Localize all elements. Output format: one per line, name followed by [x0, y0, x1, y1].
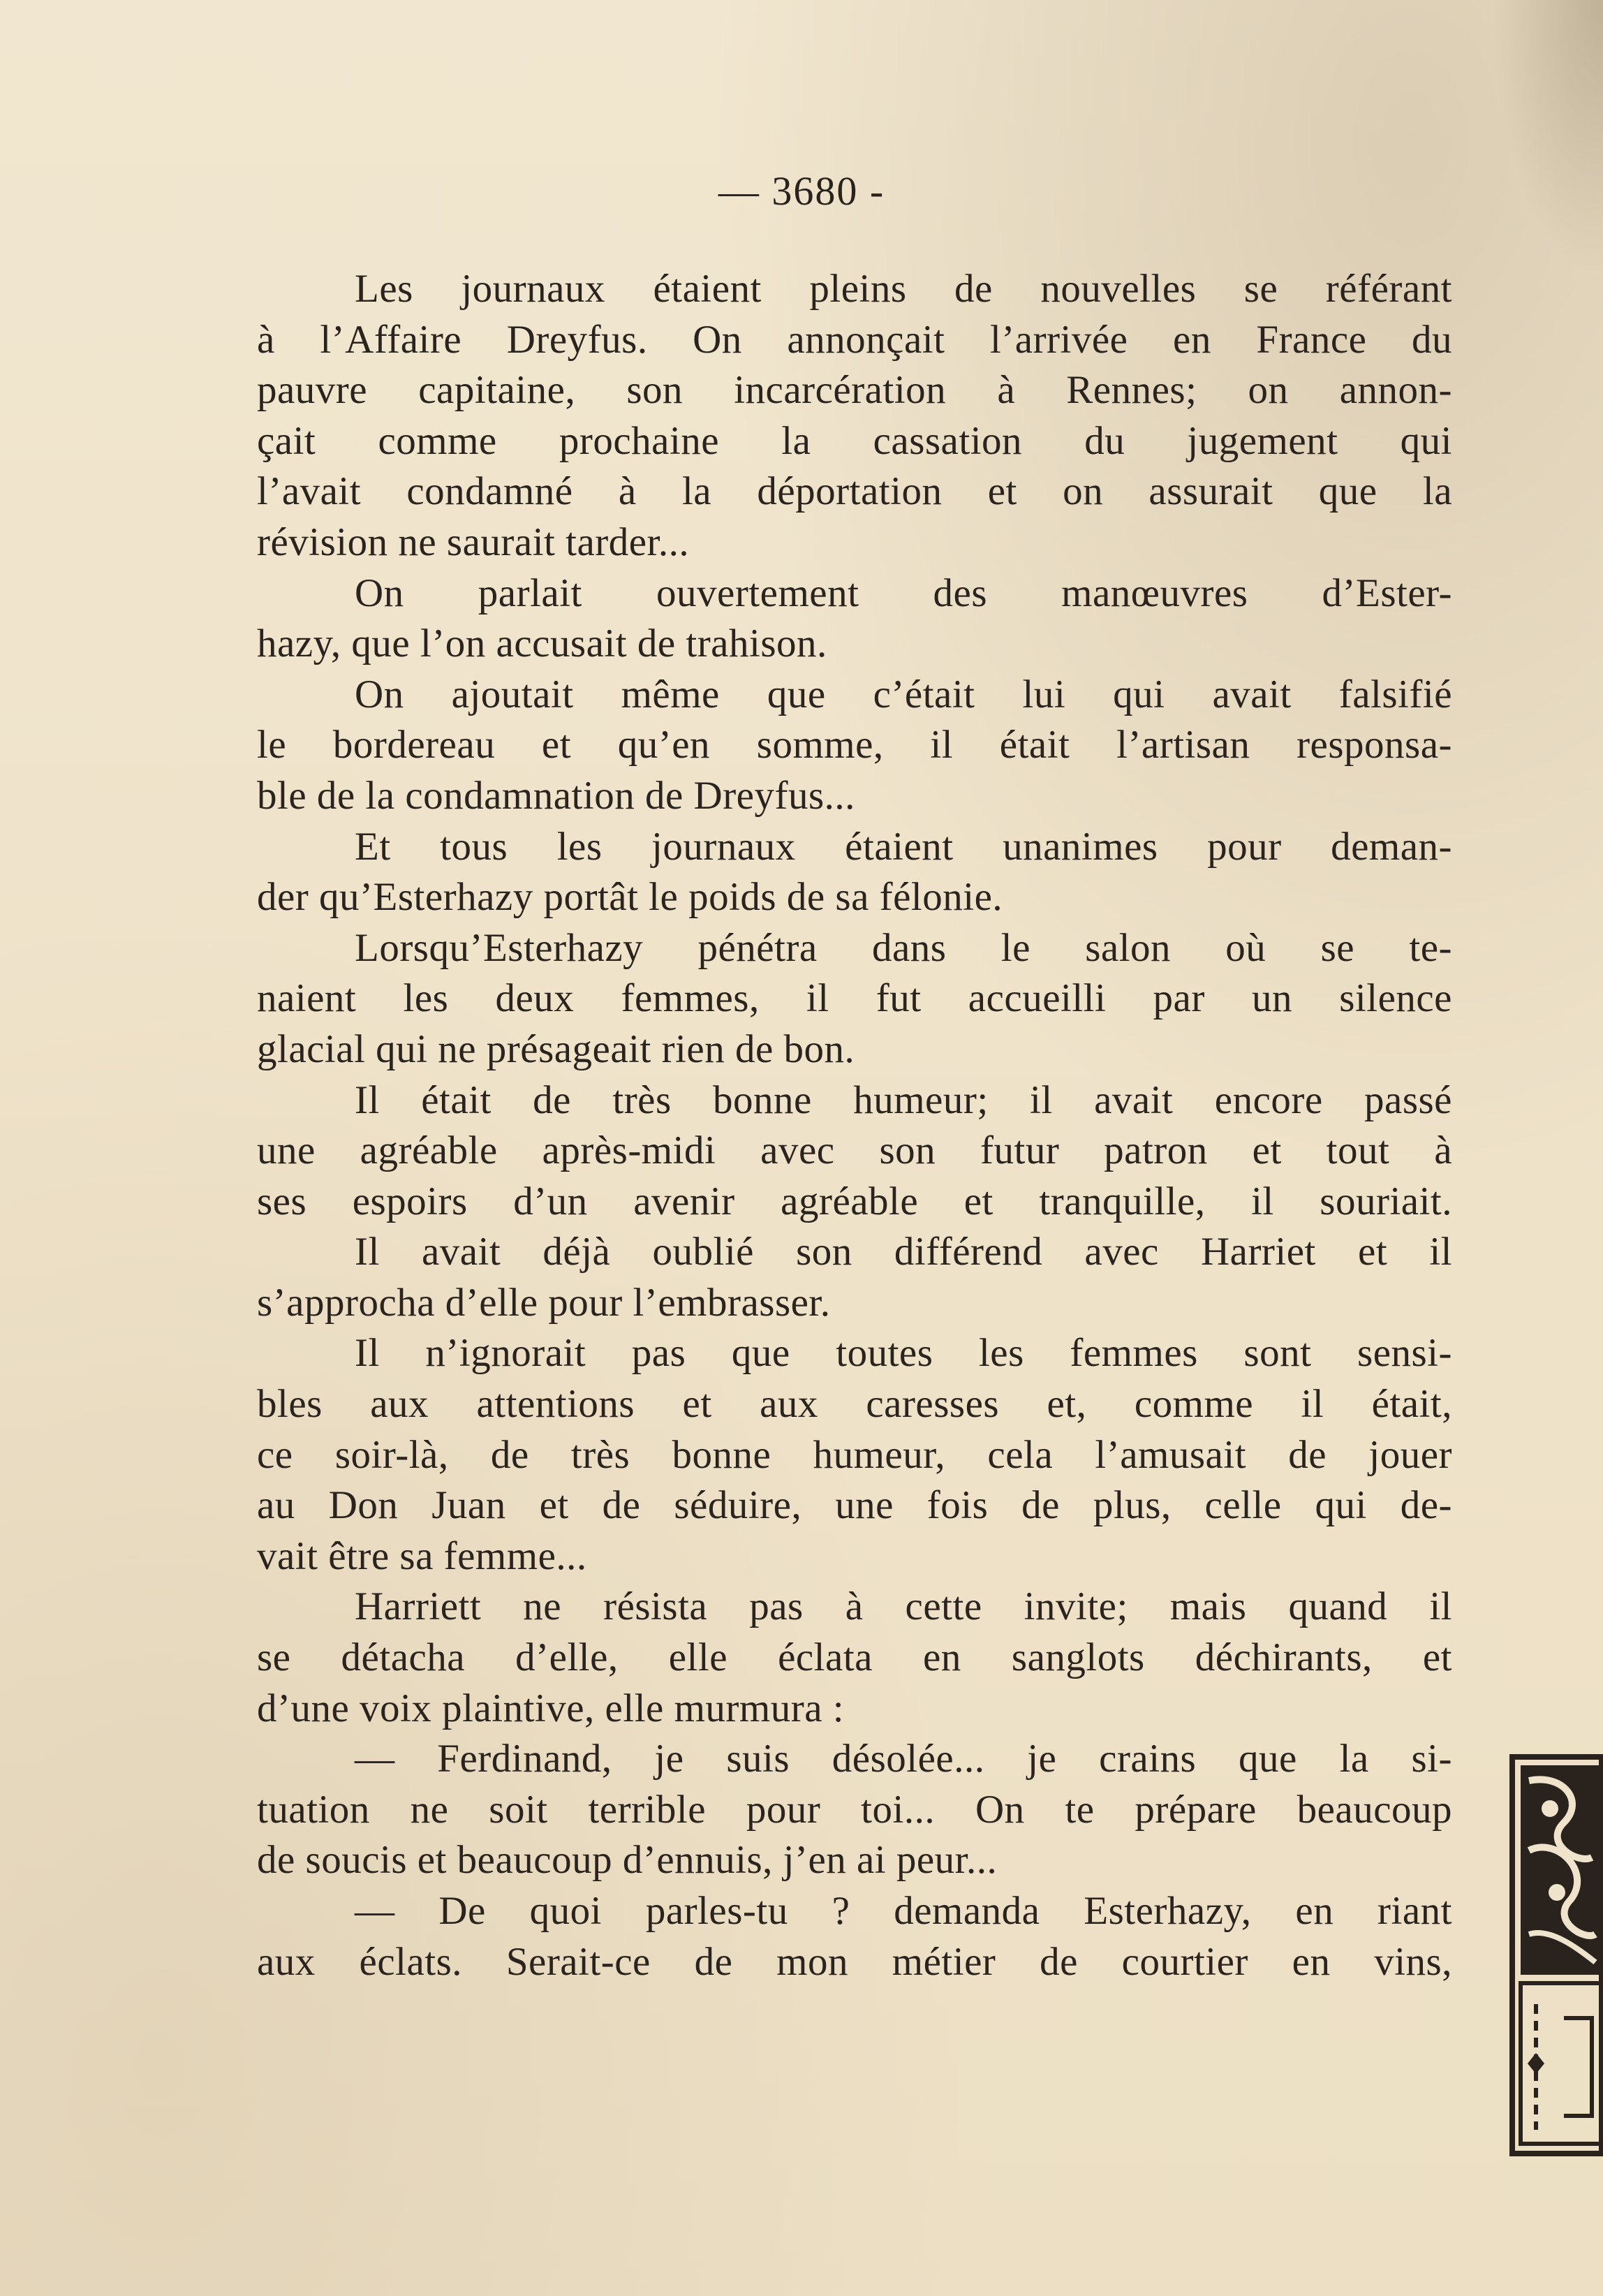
text-line: On ajoutait même que c’était lui qui avait falsifié — [355, 672, 1452, 716]
text-line: à l’Affaire Dreyfus. On annonçait l’arrivée en France du — [257, 317, 1452, 362]
text-line: Il n’ignorait pas que toutes les femmes sont sensi- — [355, 1331, 1452, 1376]
text-line: révision ne saurait tarder... — [257, 520, 690, 564]
text-line: une agréable après-midi avec son futur patron et tout à — [257, 1128, 1452, 1173]
text-line: Et tous les journaux étaient unanimes pour deman- — [355, 824, 1452, 869]
text-line: le bordereau et qu’en somme, il était l’artisan responsa- — [257, 723, 1452, 767]
decorative-border-ornament-icon — [1508, 1753, 1603, 2158]
text-line: ce soir-là, de très bonne humeur, cela l’amusait de jouer — [257, 1432, 1452, 1477]
text-line: Il avait déjà oublié son différend avec Harriet et il — [355, 1230, 1452, 1274]
text-line: der qu’Esterhazy portât le poids de sa félonie. — [257, 875, 1003, 920]
text-line: d’une voix plaintive, elle murmura : — [257, 1686, 845, 1730]
text-line: — De quoi parles-tu ? demanda Esterhazy, en riant — [355, 1889, 1452, 1933]
text-line: bles aux attentions et aux caresses et, comme il était, — [257, 1382, 1452, 1427]
text-line: aux éclats. Serait-ce de mon métier de courtier en vins, — [257, 1939, 1452, 1984]
text-line: naient les deux femmes, il fut accueilli par un silence — [257, 976, 1452, 1021]
text-line: tuation ne soit terrible pour toi... On te prépare beaucoup — [257, 1787, 1452, 1832]
text-line: Harriett ne résista pas à cette invite; mais quand il — [355, 1584, 1452, 1629]
text-line: ses espoirs d’un avenir agréable et tranquille, il souriait. — [257, 1179, 1452, 1223]
page-number: — 3680 - — [718, 168, 885, 214]
body-text — [257, 264, 1452, 1987]
text-line: Lorsqu’Esterhazy pénétra dans le salon où se te- — [355, 925, 1452, 970]
text-line: l’avait condamné à la déportation et on assurait que la — [257, 469, 1452, 514]
text-line: s’approcha d’elle pour l’embrasser. — [257, 1280, 831, 1325]
text-line: Il était de très bonne humeur; il avait encore passé — [355, 1077, 1452, 1122]
text-line: — Ferdinand, je suis désolée... je crains que la si- — [355, 1737, 1452, 1781]
text-line: de soucis et beaucoup d’ennuis, j’en ai peur... — [257, 1838, 998, 1883]
text-line: se détacha d’elle, elle éclata en sanglots déchirants, et — [257, 1635, 1452, 1680]
text-line: hazy, que l’on accusait de trahison. — [257, 621, 827, 666]
text-line: On parlait ouvertement des manœuvres d’Ester- — [355, 571, 1452, 615]
text-line: çait comme prochaine la cassation du jugement qui — [257, 418, 1452, 463]
text-line: Les journaux étaient pleins de nouvelles se référant — [355, 267, 1452, 311]
text-line: vait être sa femme... — [257, 1533, 587, 1578]
text-line: ble de la condamnation de Dreyfus... — [257, 773, 855, 818]
text-line: pauvre capitaine, son incarcération à Rennes; on annon- — [257, 368, 1452, 413]
text-line: au Don Juan et de séduire, une fois de plus, celle qui de- — [257, 1483, 1452, 1528]
text-line: glacial qui ne présageait rien de bon. — [257, 1026, 855, 1071]
page-edge-shadow — [1491, 0, 1603, 279]
